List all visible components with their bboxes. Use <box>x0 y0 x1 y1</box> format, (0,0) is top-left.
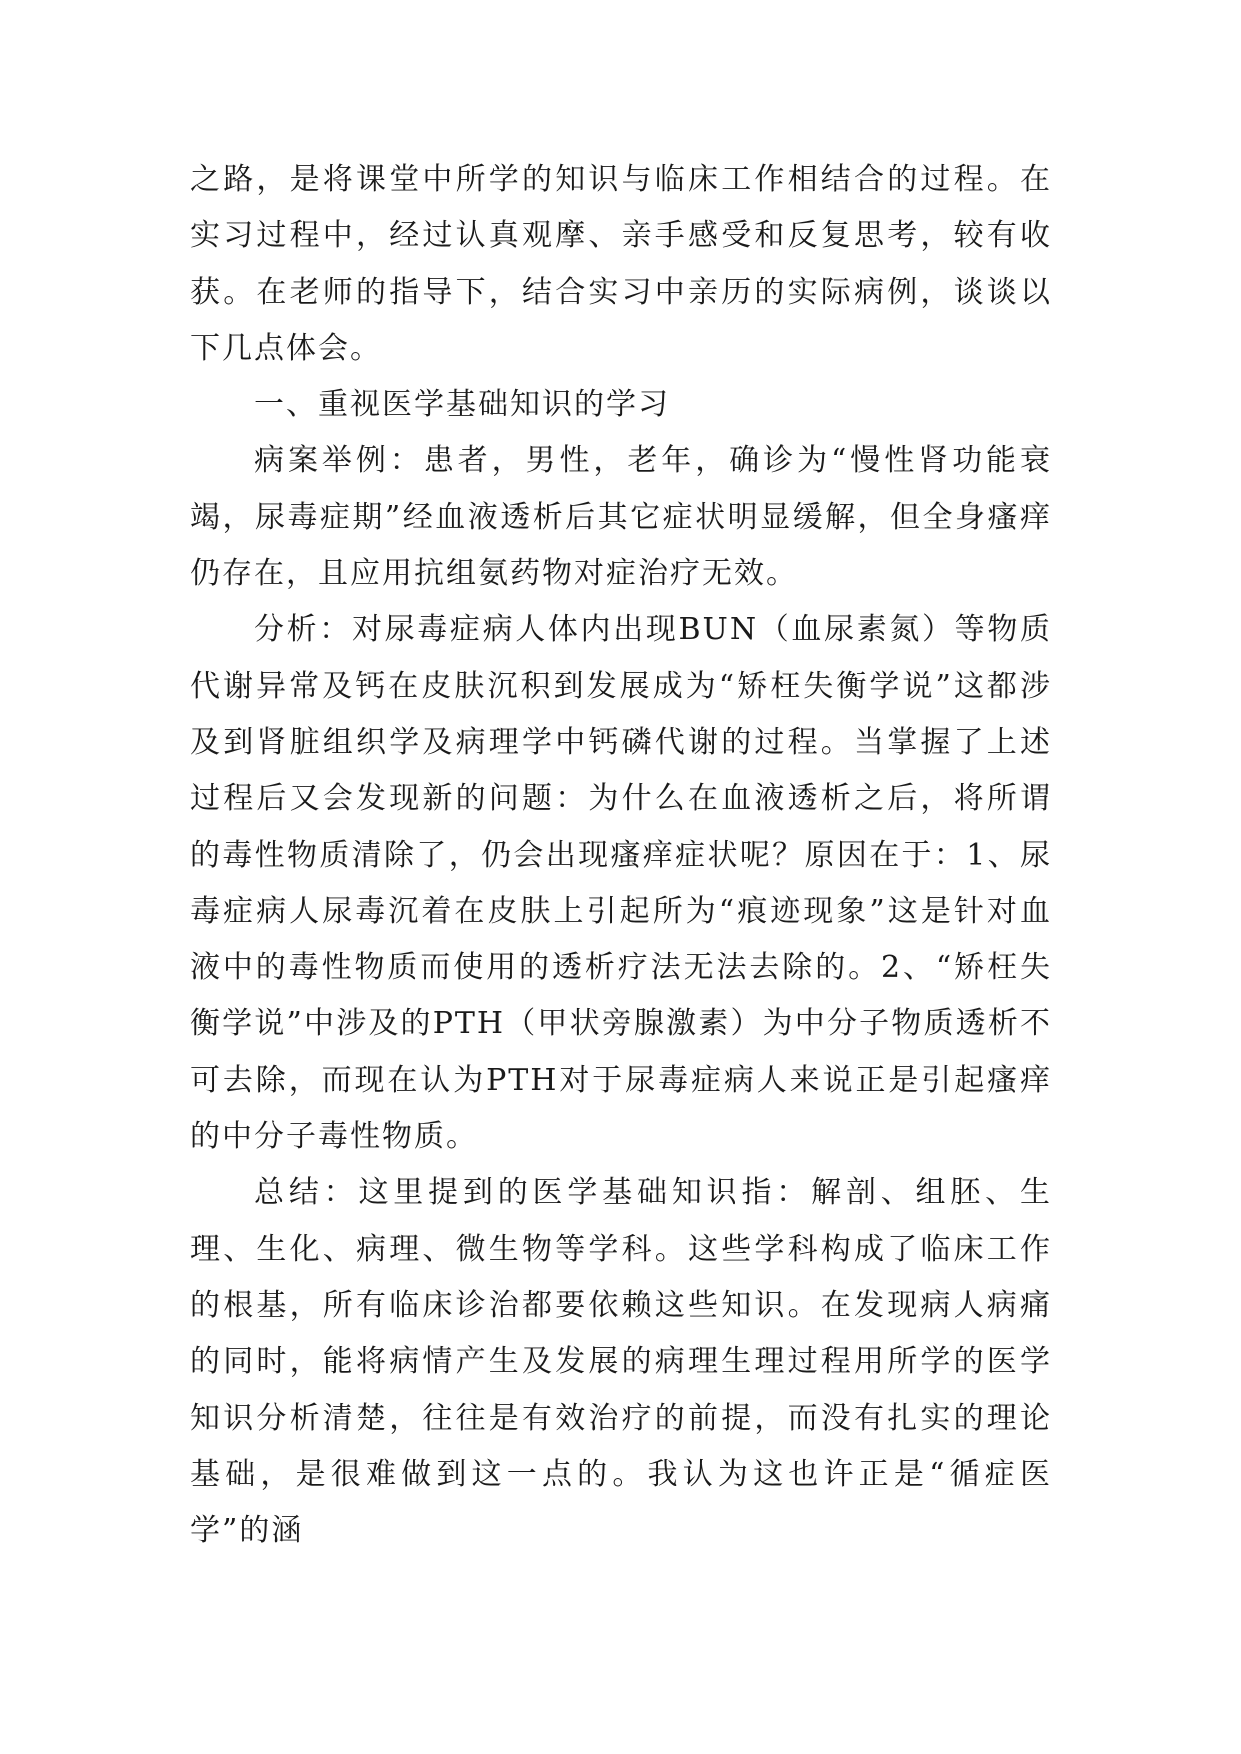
paragraph-analysis: 分析：对尿毒症病人体内出现BUN（血尿素氮）等物质代谢异常及钙在皮肤沉积到发展成为“矫枉失衡学说”这都涉及到肾脏组织学及病理学中钙磷代谢的过程。当掌握了上述过程后又会发现新的问题：为什么在血液透析之后，将所谓的毒性物质清除了，仍会出现瘙痒症状呢？原因在于：1、尿毒症病人尿毒沉着在皮肤上引起所为“痕迹现象”这是针对血液中的毒性物质而使用的透析疗法无法去除的。2、“矫枉失衡学说”中涉及的PTH（甲状旁腺激素）为中分子物质透析不可去除，而现在认为PTH对于尿毒症病人来说正是引起瘙痒的中分子毒性物质。 <box>190 612 1052 1155</box>
document-body <box>190 152 1052 1559</box>
paragraph-case-example: 病案举例：患者，男性，老年，确诊为“慢性肾功能衰竭，尿毒症期”经血液透析后其它症状明显缓解，但全身瘙痒仍存在，且应用抗组氨药物对症治疗无效。 <box>190 443 1052 592</box>
section-heading: 一、重视医学基础知识的学习 <box>254 387 670 423</box>
paragraph-intro-continued: 之路，是将课堂中所学的知识与临床工作相结合的过程。在实习过程中，经过认真观摩、亲手感受和反复思考，较有收获。在老师的指导下，结合实习中亲历的实际病例，谈谈以下几点体会。 <box>190 162 1052 366</box>
paragraph-summary: 总结：这里提到的医学基础知识指：解剖、组胚、生理、生化、病理、微生物等学科。这些学科构成了临床工作的根基，所有临床诊治都要依赖这些知识。在发现病人病痛的同时，能将病情产生及发展的病理生理过程用所学的医学知识分析清楚，往往是有效治疗的前提，而没有扎实的理论基础，是很难做到这一点的。我认为这也许正是“循症医学”的涵 <box>190 1175 1052 1549</box>
